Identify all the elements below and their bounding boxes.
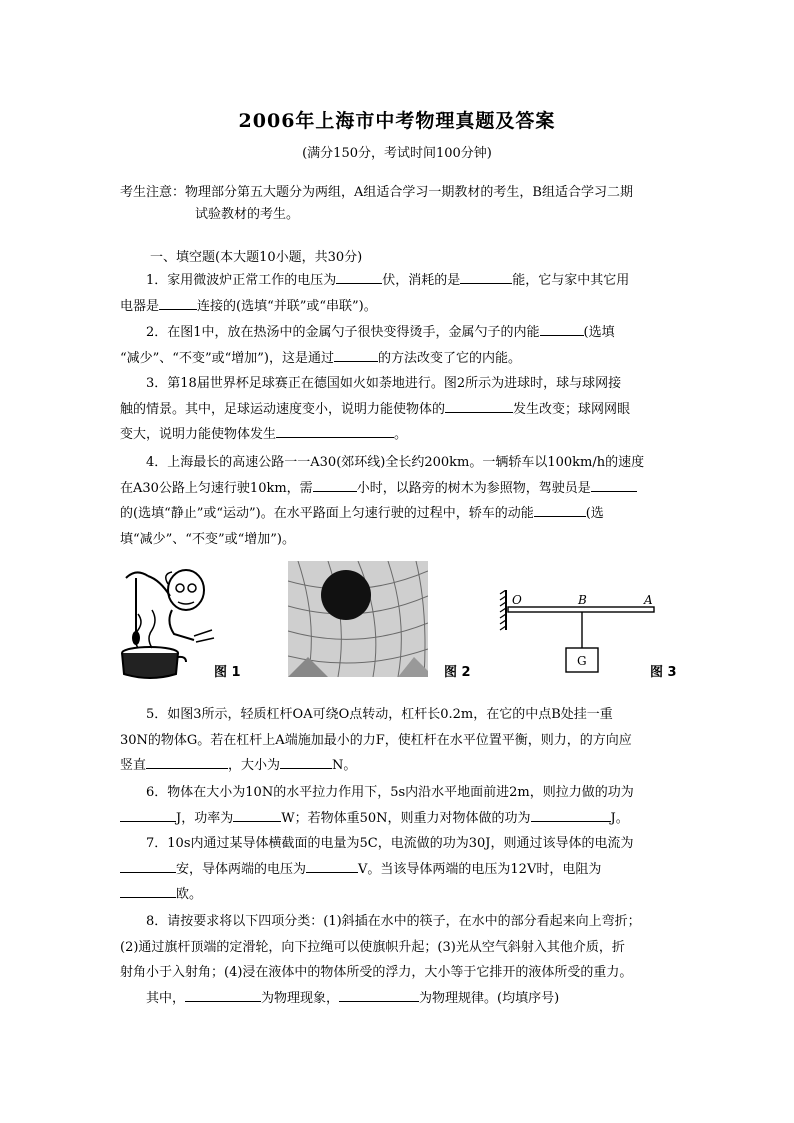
answer-blank[interactable] — [534, 502, 586, 517]
q1-text-b: 伏，消耗的是 — [382, 273, 461, 288]
notice-line-2: 试验教材的考生。 — [195, 207, 300, 222]
figure-2-caption: 图 2 — [444, 665, 471, 680]
q4-text-c: 小时，以路旁的树木为参照物，驾驶员是 — [356, 480, 591, 496]
q8-text-f: 为物理规律。(均填序号) — [419, 990, 560, 1006]
q3-text-b: 触的情景。其中，足球运动速度变小，说明力能使物体的 — [120, 401, 446, 417]
answer-blank[interactable] — [233, 807, 281, 822]
answer-blank[interactable] — [120, 883, 176, 898]
figure-1-caption: 图 1 — [214, 665, 241, 680]
label-G: G — [577, 654, 587, 668]
notice-label: 考生注意： — [120, 185, 186, 200]
q8-text-d: 其中， — [146, 990, 186, 1006]
page-subtitle: (满分150分，考试时间100分钟) — [302, 146, 492, 161]
question-3 — [120, 371, 680, 448]
q3-text-a: 3．第18届世界杯足球赛正在德国如火如荼地进行。图2所示为进球时，球与球网接 — [146, 376, 622, 391]
q4-text-e: (选 — [585, 506, 604, 521]
q6-text-b: J，功率为 — [176, 810, 234, 826]
q7-text-d: 欧。 — [176, 887, 203, 902]
q7-text-c: V。当该导体两端的电压为12V时，电阻为 — [358, 861, 602, 877]
q4-text-b: 在A30公路上匀速行驶10km，需 — [120, 480, 313, 496]
q8-text-b: (2)通过旗杆顶端的定滑轮，向下拉绳可以使旗帜升起；(3)光从空气斜射入其他介质，折 — [120, 939, 625, 955]
q3-text-c: 发生改变；球网网眼 — [513, 401, 631, 417]
q6-text-c: W；若物体重50N，则重力对物体做的功为 — [281, 810, 531, 826]
answer-blank[interactable] — [334, 347, 378, 362]
answer-blank[interactable] — [460, 269, 512, 284]
q2-text-a: 2．在图1中，放在热汤中的金属勺子很快变得烫手，金属勺子的内能 — [146, 325, 540, 340]
q3-text-d: 变大，说明力能使物体发生 — [120, 427, 277, 442]
figure-2-photo — [288, 561, 428, 677]
figure-1-illustration — [116, 560, 216, 680]
answer-blank[interactable] — [445, 398, 513, 413]
q3-text-e: 。 — [394, 427, 408, 442]
q7-text-a: 7．10s内通过某导体横截面的电量为5C，电流做的功为30J，则通过该导体的电流为 — [146, 836, 634, 851]
question-5 — [120, 702, 680, 779]
answer-blank[interactable] — [120, 858, 176, 873]
q5-text-c: 竖直 — [120, 758, 147, 773]
answer-blank[interactable] — [120, 807, 176, 822]
q8-text-e: 为物理现象， — [261, 990, 340, 1006]
question-7 — [120, 831, 680, 908]
answer-blank[interactable] — [540, 321, 584, 336]
q2-text-d: 的方法改变了它的内能。 — [377, 350, 521, 366]
question-6 — [120, 780, 680, 831]
q8-text-c: 射角小于入射角；(4)浸在液体中的物体所受的浮力，大小等于它排开的液体所受的重力。 — [120, 965, 633, 980]
answer-blank[interactable] — [185, 987, 261, 1002]
answer-blank[interactable] — [336, 269, 382, 284]
answer-blank[interactable] — [531, 807, 611, 822]
page-title: 2006年上海市中考物理真题及答案 — [238, 110, 556, 132]
question-4 — [120, 450, 680, 552]
question-2 — [120, 320, 680, 371]
label-O: O — [512, 593, 522, 607]
q5-text-a: 5．如图3所示，轻质杠杆OA可绕O点转动，杠杆长0.2m，在它的中点B处挂一重 — [146, 707, 613, 722]
answer-blank[interactable] — [306, 858, 358, 873]
q5-text-b: 30N的物体G。若在杠杆上A端施加最小的力F，使杠杆在水平位置平衡，则力，的方向应 — [120, 732, 632, 748]
q1-text-a: 1．家用微波炉正常工作的电压为 — [146, 273, 337, 288]
q4-text-f: 填“减少”、“不变”或“增加”)。 — [120, 531, 295, 547]
label-B: B — [578, 593, 587, 607]
q5-text-d: ，大小为 — [228, 758, 281, 773]
answer-blank[interactable] — [159, 295, 197, 310]
label-A: A — [644, 593, 653, 607]
q6-text-d: J。 — [610, 810, 629, 826]
q5-text-e: N。 — [332, 758, 357, 773]
question-8 — [120, 909, 680, 1011]
q6-text-a: 6．物体在大小为10N的水平拉力作用下，5s内沿水平地面前进2m，则拉力做的功为 — [146, 785, 634, 800]
q1-text-c: 能，它与家中其它用 — [512, 273, 630, 288]
q4-text-d: 的(选填“静止”或“运动”)。在水平路面上匀速行驶的过程中，轿车的动能 — [120, 506, 534, 521]
q8-text-a: 8．请按要求将以下四项分类：(1)斜插在水中的筷子，在水中的部分看起来向上弯折； — [146, 914, 641, 929]
question-1 — [120, 268, 680, 319]
answer-blank[interactable] — [146, 754, 228, 769]
notice-line-1: 物理部分第五大题分为两组，A组适合学习一期教材的考生，B组适合学习二期 — [185, 185, 633, 200]
q2-text-c: “减少”、“不变”或“增加”)，这是通过 — [120, 350, 334, 366]
section-heading: 一、填空题(本大题10小题，共30分) — [150, 250, 363, 265]
q7-text-b: 安，导体两端的电压为 — [176, 861, 307, 877]
answer-blank[interactable] — [276, 423, 394, 438]
answer-blank[interactable] — [313, 477, 357, 492]
figure-3-lever-diagram — [498, 590, 668, 680]
figure-3-caption: 图 3 — [650, 665, 677, 680]
q2-text-b: (选填 — [583, 325, 615, 340]
q1-text-e: 连接的(选填“并联”或“串联”)。 — [197, 298, 377, 314]
answer-blank[interactable] — [591, 477, 637, 492]
q4-text-a: 4．上海最长的高速公路一一A30(郊环线)全长约200km。一辆轿车以100km/h的速度 — [146, 455, 645, 470]
q1-text-d: 电器是 — [120, 298, 160, 314]
answer-blank[interactable] — [339, 987, 419, 1002]
answer-blank[interactable] — [280, 754, 332, 769]
exam-notice — [120, 182, 680, 226]
